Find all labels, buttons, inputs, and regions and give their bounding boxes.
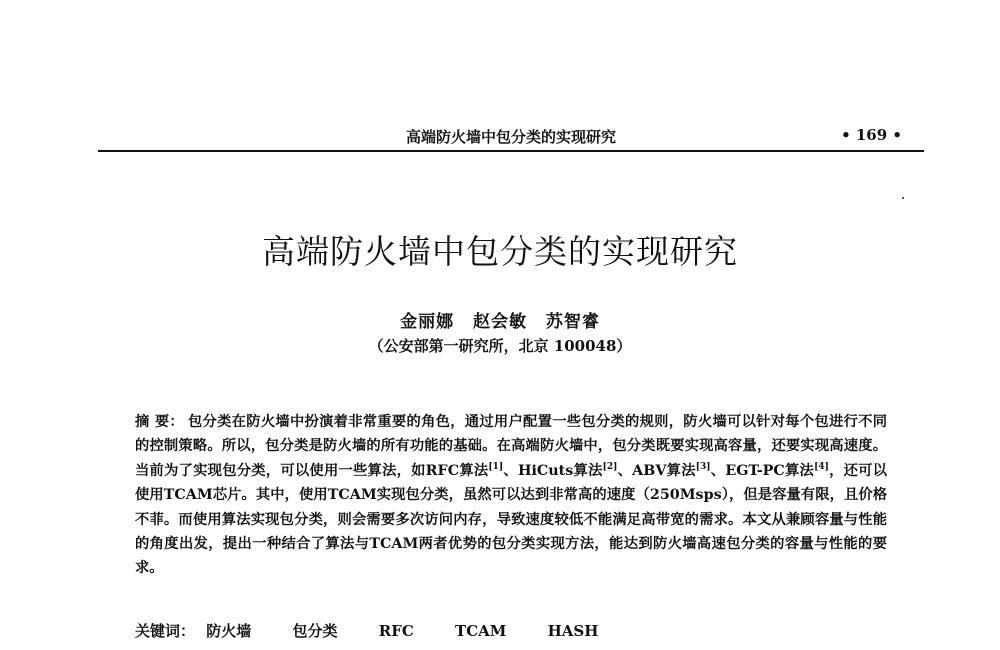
paper-authors: 金丽娜 赵会敏 苏智睿 <box>400 312 600 332</box>
keywords <box>135 620 895 641</box>
abstract-label: 摘 要： <box>135 414 184 430</box>
keyword: HASH <box>547 622 599 640</box>
citation-ref: [3] <box>695 462 711 473</box>
keyword: RFC <box>378 622 414 640</box>
scan-speck <box>902 197 904 199</box>
paper-affiliation: （公安部第一研究所，北京 100048） <box>368 337 632 355</box>
citation-ref: [4] <box>814 462 829 473</box>
citation-ref: [1] <box>488 462 504 473</box>
abstract-text: 包分类在防火墙中扮演着非常重要的角色，通过用户配置一些包分类的规则，防火墙可以针对每个包进行不同的控制策略。所以，包分类是防火墙的所有功能的基础。在高端防火墙中，包分类既要实现高容量，还要实现高速度。当前为了实现包分类，可以使用一些算法，如RFC算法 <box>135 414 888 479</box>
abstract-text: ，还可以使用TCAM芯片。其中，使用TCAM实现包分类，虽然可以达到非常高的速度（250Msps），但是容量有限，且价格不菲。而使用算法实现包分类，则会需要多次访问内存，导致速度较低不能满足高带宽的需求。本文从兼顾容量与性能的角度出发，提出一种结合了算法与TCAM两者优势的包分类实现方法，能达到防火墙高速包分类的容量与性能的要求。 <box>135 462 887 577</box>
abstract-text: 、ABV算法 <box>617 462 696 479</box>
page-number: • 169 • <box>841 126 902 144</box>
citation-ref: [2] <box>602 462 618 473</box>
abstract-text: 、EGT-PC算法 <box>710 462 815 479</box>
keywords-label: 关键词： <box>135 622 196 640</box>
abstract <box>135 410 887 581</box>
keyword: TCAM <box>455 622 507 640</box>
keyword: 包分类 <box>292 622 338 640</box>
running-title: 高端防火墙中包分类的实现研究 <box>405 128 616 146</box>
keyword: 防火墙 <box>206 622 252 640</box>
paper-title: 高端防火墙中包分类的实现研究 <box>262 232 738 271</box>
abstract-text: 、HiCuts算法 <box>503 462 603 479</box>
running-header <box>98 124 924 152</box>
